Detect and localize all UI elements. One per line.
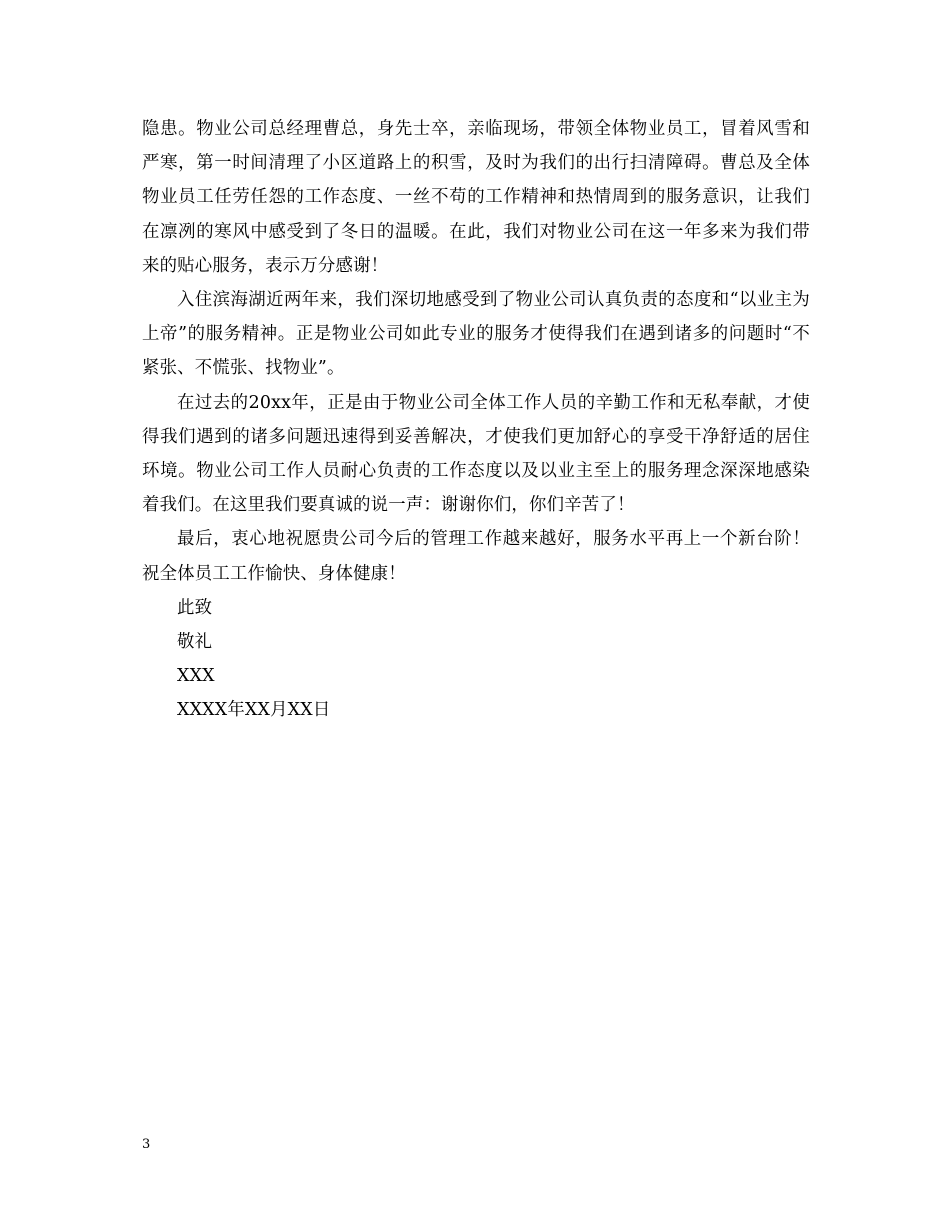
paragraph-continuation: 隐患。物业公司总经理曹总，身先士卒，亲临现场，带领全体物业员工，冒着风雪和严寒，第一时间清理了小区道路上的积雪，及时为我们的出行扫清障碍。曹总及全体物业员工任劳任怨的工作态度、一丝不苟的工作精神和热情周到的服务意识，让我们在凛冽的寒风中感受到了冬日的温暖。在此，我们对物业公司在这一年多来为我们带来的贴心服务，表示万分感谢！ <box>142 119 810 276</box>
paragraph-past-year: 在过去的20xx年，正是由于物业公司全体工作人员的辛勤工作和无私奉献，才使得我们遇到的诸多问题迅速得到妥善解决，才使我们更加舒心的享受干净舒适的居住环境。物业公司工作人员耐心负责的工作态度以及以业主至上的服务理念深深地感染着我们。在这里我们要真诚的说一声：谢谢你们，你们辛苦了！ <box>142 392 810 516</box>
closing-regards: 敬礼 <box>177 632 213 653</box>
closing-salutation: 此致 <box>177 597 213 618</box>
paragraph-binhai-lake: 入住滨海湖近两年来，我们深切地感受到了物业公司认真负责的态度和“以业主为上帝”的服务精神。正是物业公司如此专业的服务才使得我们在遇到诸多的问题时“不紧张、不慌张、找物业”。 <box>142 290 810 379</box>
letter-body <box>142 112 810 728</box>
page-number: 3 <box>142 1137 151 1152</box>
paragraph-best-wishes: 最后，衷心地祝愿贵公司今后的管理工作越来越好，服务水平再上一个新台阶！祝全体员工工作愉快、身体健康！ <box>142 529 810 584</box>
letter-date: XXXX年XX月XX日 <box>177 700 331 721</box>
signature: XXX <box>177 666 215 687</box>
